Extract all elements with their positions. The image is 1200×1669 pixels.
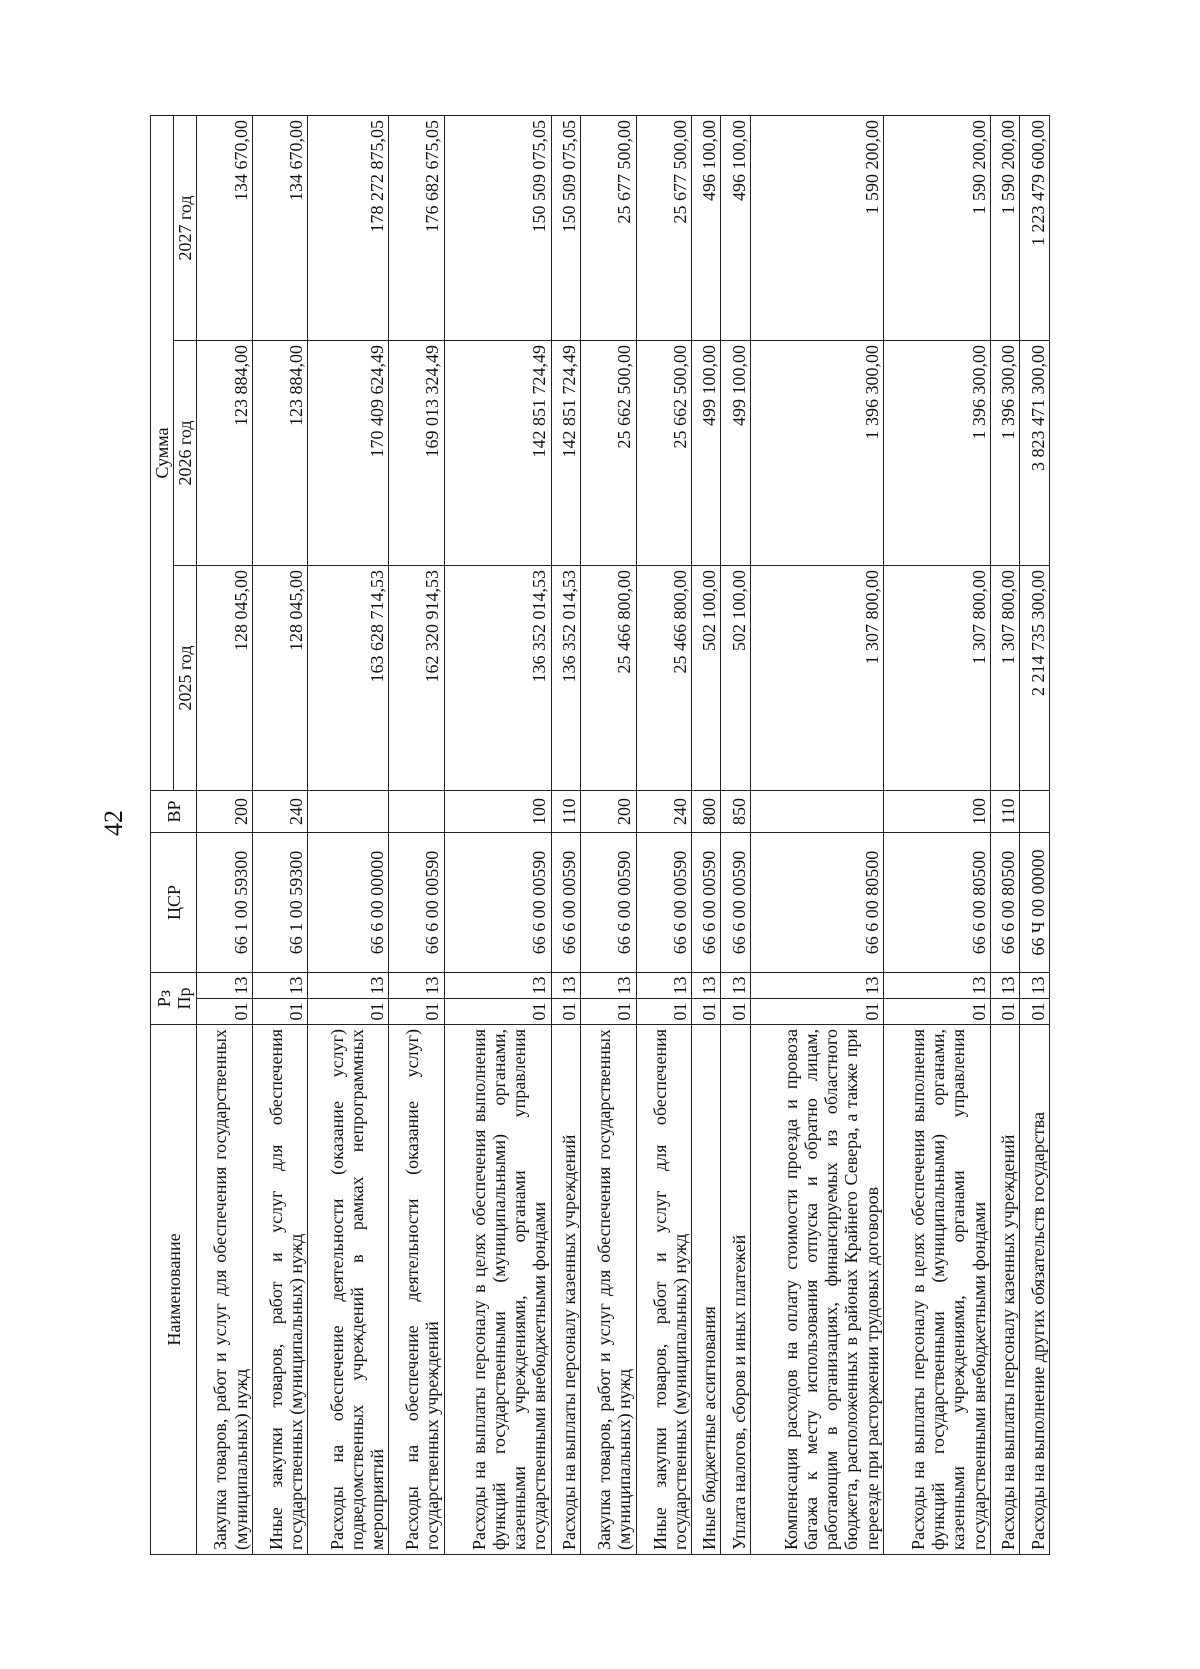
row-2025: 128 045,00: [252, 566, 307, 791]
row-name: Закупка товаров, работ и услуг для обеспечения государственных (муниципальных) нужд: [581, 1025, 636, 1555]
table-row: [1020, 115, 1050, 1554]
row-vr: 800: [691, 791, 721, 833]
row-csr: 66 6 00 80500: [883, 833, 990, 973]
row-2025: 1 307 800,00: [883, 566, 990, 791]
row-2025: 128 045,00: [197, 566, 252, 791]
row-vr: 200: [581, 791, 636, 833]
row-2027: 496 100,00: [691, 115, 721, 340]
row-vr: 240: [636, 791, 691, 833]
row-csr: 66 6 00 00590: [444, 833, 551, 973]
table-row: [389, 115, 444, 1554]
row-2026: 123 884,00: [197, 341, 252, 566]
row-name: Расходы на выполнение других обязательств государства: [1020, 1025, 1050, 1555]
row-2025: 502 100,00: [721, 566, 751, 791]
row-2025: 163 628 714,53: [308, 566, 389, 791]
row-vr: 240: [252, 791, 307, 833]
row-pr: 13: [197, 973, 252, 999]
row-csr: 66 6 00 00590: [636, 833, 691, 973]
row-rz: 01: [581, 999, 636, 1025]
header-vr: ВР: [151, 791, 197, 833]
row-name: Закупка товаров, работ и услуг для обеспечения государственных (муниципальных) нужд: [197, 1025, 252, 1555]
row-pr: 13: [252, 973, 307, 999]
row-2025: 502 100,00: [691, 566, 721, 791]
row-csr: 66 6 00 00590: [551, 833, 581, 973]
row-2026: 142 851 724,49: [444, 341, 551, 566]
table-row: [444, 115, 551, 1554]
row-2027: 178 272 875,05: [308, 115, 389, 340]
row-2025: 2 214 735 300,00: [1020, 566, 1050, 791]
row-2026: 170 409 624,49: [308, 341, 389, 566]
row-csr: 66 6 00 00000: [308, 833, 389, 973]
row-csr: 66 1 00 59300: [197, 833, 252, 973]
row-pr: 13: [389, 973, 444, 999]
row-vr: 110: [551, 791, 581, 833]
header-csr: ЦСР: [151, 833, 197, 973]
row-2027: 134 670,00: [197, 115, 252, 340]
header-name: Наименование: [151, 1025, 197, 1555]
row-rz: 01: [883, 999, 990, 1025]
row-2027: 1 590 200,00: [751, 115, 884, 340]
row-2026: 1 396 300,00: [751, 341, 884, 566]
row-name: Расходы на выплаты персоналу казенных учреждений: [551, 1025, 581, 1555]
row-2026: 1 396 300,00: [883, 341, 990, 566]
row-csr: 66 6 00 80500: [990, 833, 1020, 973]
table-row: [990, 115, 1020, 1554]
row-2027: 134 670,00: [252, 115, 307, 340]
row-2026: 499 100,00: [721, 341, 751, 566]
table-row: [581, 115, 636, 1554]
row-2025: 1 307 800,00: [751, 566, 884, 791]
row-2027: 1 590 200,00: [883, 115, 990, 340]
row-rz: 01: [990, 999, 1020, 1025]
row-rz: 01: [636, 999, 691, 1025]
row-2026: 169 013 324,49: [389, 341, 444, 566]
row-pr: 13: [636, 973, 691, 999]
header-sum: Сумма: [151, 115, 174, 790]
header-row-top: [151, 115, 174, 1554]
header-2026: 2026 год: [174, 341, 197, 566]
row-pr: 13: [444, 973, 551, 999]
row-pr: 13: [308, 973, 389, 999]
row-2026: 25 662 500,00: [581, 341, 636, 566]
row-2026: 499 100,00: [691, 341, 721, 566]
row-2025: 25 466 800,00: [581, 566, 636, 791]
row-pr: 13: [883, 973, 990, 999]
row-2025: 25 466 800,00: [636, 566, 691, 791]
row-name: Иные бюджетные ассигнования: [691, 1025, 721, 1555]
budget-table-container: [150, 115, 1050, 1555]
table-row: [721, 115, 751, 1554]
row-vr: 100: [444, 791, 551, 833]
row-rz: 01: [197, 999, 252, 1025]
page-number: 42: [99, 810, 128, 836]
row-2027: 1 590 200,00: [990, 115, 1020, 340]
row-pr: 13: [691, 973, 721, 999]
row-rz: 01: [751, 999, 884, 1025]
row-rz: 01: [691, 999, 721, 1025]
table-row: [252, 115, 307, 1554]
row-vr: [751, 791, 884, 833]
row-vr: 100: [883, 791, 990, 833]
row-name: Расходы на обеспечение деятельности (оказание услуг) подведомственных учреждений в рамках непрограммных мероприятий: [308, 1025, 389, 1555]
row-vr: [389, 791, 444, 833]
table-row: [551, 115, 581, 1554]
row-2027: 150 509 075,05: [551, 115, 581, 340]
row-rz: 01: [721, 999, 751, 1025]
row-pr: 13: [581, 973, 636, 999]
row-vr: [308, 791, 389, 833]
row-2027: 25 677 500,00: [636, 115, 691, 340]
row-rz: 01: [252, 999, 307, 1025]
row-pr: 13: [1020, 973, 1050, 999]
row-name: Уплата налогов, сборов и иных платежей: [721, 1025, 751, 1555]
row-2025: 136 352 014,53: [551, 566, 581, 791]
table-row: [751, 115, 884, 1554]
table-row: [197, 115, 252, 1554]
row-vr: 850: [721, 791, 751, 833]
row-csr: 66 6 00 80500: [751, 833, 884, 973]
row-2027: 150 509 075,05: [444, 115, 551, 340]
row-2026: 123 884,00: [252, 341, 307, 566]
row-2026: 142 851 724,49: [551, 341, 581, 566]
row-name: Расходы на выплаты персоналу казенных учреждений: [990, 1025, 1020, 1555]
row-vr: 200: [197, 791, 252, 833]
row-name: Иные закупки товаров, работ и услуг для обеспечения государственных (муниципальных) нужд: [252, 1025, 307, 1555]
row-2025: 136 352 014,53: [444, 566, 551, 791]
row-2025: 162 320 914,53: [389, 566, 444, 791]
row-csr: 66 6 00 00590: [389, 833, 444, 973]
table-row: [883, 115, 990, 1554]
row-name: Расходы на обеспечение деятельности (оказание услуг) государственных учреждений: [389, 1025, 444, 1555]
row-2027: 1 223 479 600,00: [1020, 115, 1050, 340]
budget-table: [150, 115, 1050, 1555]
row-vr: 110: [990, 791, 1020, 833]
row-2026: 1 396 300,00: [990, 341, 1020, 566]
table-row: [308, 115, 389, 1554]
row-2026: 25 662 500,00: [636, 341, 691, 566]
row-rz: 01: [551, 999, 581, 1025]
row-name: Иные закупки товаров, работ и услуг для обеспечения государственных (муниципальных) нужд: [636, 1025, 691, 1555]
row-2027: 496 100,00: [721, 115, 751, 340]
row-2026: 3 823 471 300,00: [1020, 341, 1050, 566]
row-pr: 13: [751, 973, 884, 999]
row-rz: 01: [444, 999, 551, 1025]
row-name: Расходы на выплаты персоналу в целях обеспечения выполнения функций государственными (муниципальными) органами, казенными учреждениями, органами управления государственными внебюджетными фондами: [444, 1025, 551, 1555]
row-2027: 176 682 675,05: [389, 115, 444, 340]
row-2027: 25 677 500,00: [581, 115, 636, 340]
row-name: Расходы на выплаты персоналу в целях обеспечения выполнения функций государственными (муниципальными) органами, казенными учреждениями, органами управления государственными внебюджетными фондами: [883, 1025, 990, 1555]
row-csr: 66 6 00 00590: [721, 833, 751, 973]
header-rz-pr: Рз Пр: [151, 973, 197, 1025]
header-2027: 2027 год: [174, 115, 197, 340]
row-rz: 01: [389, 999, 444, 1025]
row-csr: 66 6 00 00590: [581, 833, 636, 973]
row-pr: 13: [990, 973, 1020, 999]
row-csr: 66 1 00 59300: [252, 833, 307, 973]
table-row: [691, 115, 721, 1554]
row-name: Компенсация расходов на оплату стоимости проезда и провоза багажа к месту использования отпуска и обратно лицам, работающим в организациях, финансируемых из областного бюджета, расположенных в районах Крайнего Севера, а также при переезде при расторжении трудовых договоров: [751, 1025, 884, 1555]
table-row: [636, 115, 691, 1554]
row-vr: [1020, 791, 1050, 833]
row-csr: 66 6 00 00590: [691, 833, 721, 973]
row-pr: 13: [721, 973, 751, 999]
header-2025: 2025 год: [174, 566, 197, 791]
row-rz: 01: [308, 999, 389, 1025]
row-pr: 13: [551, 973, 581, 999]
row-2025: 1 307 800,00: [990, 566, 1020, 791]
row-csr: 66 Ч 00 00000: [1020, 833, 1050, 973]
row-rz: 01: [1020, 999, 1050, 1025]
